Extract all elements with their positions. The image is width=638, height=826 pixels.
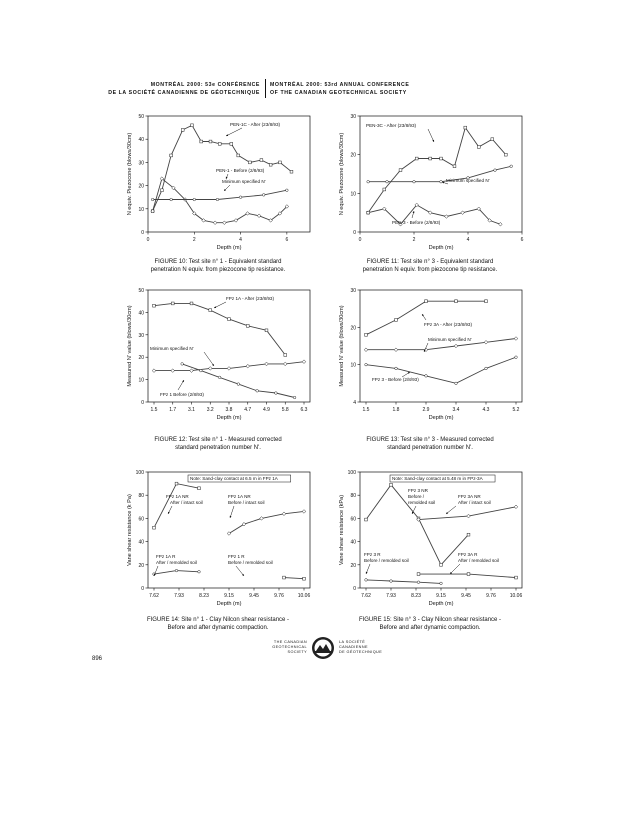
series-line — [153, 190, 287, 199]
x-tick-label: 7.93 — [386, 593, 396, 599]
x-tick-label: 9.45 — [461, 593, 471, 599]
data-point — [198, 487, 201, 490]
data-point — [223, 221, 227, 225]
data-point — [286, 189, 289, 192]
y-tick-label: 20 — [350, 562, 356, 569]
data-point — [383, 188, 386, 191]
data-point — [365, 333, 368, 336]
data-point — [390, 483, 393, 486]
data-point — [390, 580, 393, 583]
header-right — [270, 81, 409, 97]
data-point — [228, 318, 231, 321]
x-tick-label: 4.3 — [482, 407, 490, 413]
y-axis-label: Measured N' value (blows/30cm) — [127, 305, 133, 387]
logo-text-french — [339, 640, 382, 655]
data-point — [191, 124, 194, 127]
x-tick-label: 1.8 — [392, 407, 400, 413]
data-point — [237, 154, 240, 157]
x-tick-label: 4 — [466, 237, 470, 243]
plot-frame — [360, 290, 522, 402]
leader-line — [226, 128, 242, 136]
y-tick-label: 10 — [138, 377, 144, 384]
x-tick-label: 9.15 — [224, 593, 234, 599]
fig14-svg — [118, 468, 318, 610]
header-divider — [265, 79, 266, 98]
x-tick-label: 6 — [285, 237, 289, 243]
y-tick-label: 20 — [350, 152, 356, 159]
data-point — [440, 582, 443, 585]
x-axis-label: Depth (m) — [216, 245, 242, 251]
data-point — [514, 337, 518, 341]
data-point — [200, 369, 203, 372]
figure-15-caption — [330, 616, 530, 632]
y-tick-label: 20 — [138, 183, 144, 190]
annotation-label: Note: Sand-clay contact at 6.5 m in FPz 1A — [190, 476, 278, 481]
header-left — [80, 81, 260, 97]
x-axis-label: Depth (m) — [428, 415, 454, 421]
x-tick-label: 9.76 — [274, 593, 284, 599]
data-point — [284, 354, 287, 357]
series-line — [368, 166, 511, 181]
data-point — [248, 161, 251, 164]
logo-right-line3: DE GÉOTECHNIQUE — [339, 650, 383, 654]
data-point — [239, 196, 242, 199]
data-point — [227, 367, 231, 371]
annotation-label: remolded soil — [408, 500, 436, 505]
fig15-caption-line1: FIGURE 15: Site n° 3 - Clay Nilcon shear resistance - — [358, 617, 502, 623]
data-point — [151, 198, 154, 201]
logo-text-english — [255, 640, 307, 655]
plot-frame — [148, 116, 310, 232]
annotation-label: Minimum specified N' — [150, 346, 194, 351]
x-tick-label: 1.7 — [169, 407, 177, 413]
data-point — [365, 518, 368, 521]
data-point — [265, 329, 268, 332]
data-point — [454, 344, 458, 348]
x-tick-label: 9.15 — [436, 593, 446, 599]
series-line — [368, 128, 506, 213]
data-point — [440, 157, 443, 160]
data-point — [293, 396, 296, 399]
header-right-line1: MONTRÉAL 2000: 53rd ANNUAL CONFERENCE — [270, 82, 410, 88]
data-point — [171, 302, 174, 305]
data-point — [515, 576, 518, 579]
data-point — [485, 300, 488, 303]
data-point — [200, 140, 203, 143]
y-tick-label: 10 — [350, 362, 356, 369]
annotation-label: FPz 1 R — [228, 554, 245, 559]
x-tick-label: 5.2 — [512, 407, 520, 413]
series-line — [154, 484, 199, 528]
data-point — [303, 577, 306, 580]
y-tick-label: 30 — [350, 288, 356, 294]
y-tick-label: 100 — [135, 470, 144, 476]
fig11-caption-line1: FIGURE 11: Test site n° 3 - Equivalent standard — [366, 259, 494, 265]
data-point — [395, 367, 398, 370]
y-axis-label: Measured N' value (blows/30cm) — [339, 305, 345, 387]
annotation-label: FPz 1A R — [156, 554, 176, 559]
fig10-caption-line2: penetration N equiv. from piezocone tip resistance. — [150, 267, 286, 273]
data-point — [153, 526, 156, 529]
data-point — [467, 514, 471, 518]
x-tick-label: 10.06 — [509, 593, 523, 599]
figure-11-caption — [330, 258, 530, 274]
data-point — [279, 161, 282, 164]
data-point — [499, 222, 503, 226]
annotation-label: FPz 3 R — [364, 552, 381, 557]
fig15-svg — [330, 468, 530, 610]
fig12-svg — [118, 286, 318, 428]
data-point — [275, 392, 278, 395]
data-point — [484, 340, 488, 344]
figure-12-caption — [118, 436, 318, 452]
data-point — [246, 324, 249, 327]
x-tick-label: 4 — [239, 237, 242, 243]
data-point — [504, 153, 507, 156]
data-point — [514, 505, 518, 509]
series-line — [366, 580, 441, 584]
data-point — [262, 194, 265, 197]
x-tick-label: 7.62 — [361, 593, 371, 599]
series-line — [284, 578, 304, 579]
y-tick-label: 20 — [138, 355, 144, 362]
data-point — [515, 356, 518, 359]
data-point — [152, 369, 156, 373]
data-point — [455, 300, 458, 303]
data-point — [246, 364, 250, 368]
annotation-label: FPz 3A - After (23/8/93) — [424, 322, 473, 327]
data-point — [440, 180, 443, 183]
society-logo — [255, 636, 390, 680]
data-point — [445, 215, 449, 219]
data-point — [467, 573, 470, 576]
header-left-line2: DE LA SOCIÉTÉ CANADIENNE DE GÉOTECHNIQUE — [108, 90, 260, 96]
x-tick-label: 3.1 — [188, 407, 195, 413]
fig11-svg — [330, 112, 530, 254]
y-tick-label: 80 — [350, 493, 356, 500]
x-tick-label: 3.4 — [452, 407, 460, 413]
data-point — [216, 198, 219, 201]
annotation-label: Minimum specified N' — [222, 179, 266, 184]
annotation-label: FPz 3A NR — [458, 494, 481, 499]
annotation-label: PEN-1C - After (23/8/93) — [230, 122, 281, 127]
figure-10-caption — [118, 258, 318, 274]
annotation-label: PEN-3C - After (23/8/93) — [366, 123, 417, 128]
data-point — [283, 362, 287, 366]
data-point — [193, 198, 196, 201]
data-point — [257, 214, 261, 218]
annotation-label: Before / intact soil — [228, 500, 265, 505]
figure-14-chart — [118, 468, 318, 610]
fig14-caption-line1: FIGURE 14: Site n° 1 - Clay Nilcon shear resistance - — [146, 617, 290, 623]
data-point — [413, 180, 416, 183]
header-left-line1: MONTRÉAL 2000: 53e CONFÉRENCE — [150, 82, 260, 88]
data-point — [440, 563, 443, 566]
y-tick-label: 20 — [138, 562, 144, 569]
y-tick-label: 60 — [138, 516, 144, 523]
fig15-caption-line2: Before and after dynamic compaction. — [379, 625, 481, 631]
x-tick-label: 6.3 — [300, 407, 308, 413]
x-tick-label: 8.23 — [411, 593, 421, 599]
x-tick-label: 7.93 — [174, 593, 184, 599]
data-point — [386, 180, 389, 183]
data-point — [464, 126, 467, 129]
annotation-label: Note: Sand-clay contact at 5.48 m in FPz-3A — [392, 476, 483, 481]
annotation-label: After / intact soil — [170, 500, 203, 505]
data-point — [170, 198, 173, 201]
data-point — [282, 512, 286, 516]
data-point — [477, 146, 480, 149]
plot-frame — [148, 472, 310, 588]
y-tick-label: 50 — [138, 114, 144, 120]
data-point — [213, 221, 217, 225]
data-point — [302, 360, 306, 364]
leader-line — [204, 352, 214, 366]
y-tick-label: 10 — [138, 206, 144, 213]
x-tick-label: 3.2 — [206, 407, 214, 413]
y-tick-label: 80 — [138, 493, 144, 500]
data-point — [429, 157, 432, 160]
fig10-svg — [118, 112, 318, 254]
data-point — [467, 533, 470, 536]
x-axis-label: Depth (m) — [216, 601, 242, 607]
fig12-caption-line2: standard penetration number N'. — [175, 445, 261, 451]
page-number: 896 — [92, 656, 103, 662]
y-tick-label: 30 — [138, 332, 144, 339]
logo-right-line1: LA SOCIÉTÉ — [339, 640, 366, 644]
annotation-label: PEN-1 - Before (2/8/93) — [216, 168, 265, 173]
x-axis-label: Depth (m) — [428, 601, 454, 607]
leader-line — [450, 564, 460, 574]
x-tick-label: 1.5 — [150, 407, 158, 413]
x-tick-label: 8.23 — [199, 593, 209, 599]
data-point — [171, 369, 175, 373]
data-point — [394, 348, 398, 352]
logo-emblem-icon — [311, 636, 335, 660]
figure-10-chart — [118, 112, 318, 254]
annotation-label: Minimum specified N' — [428, 337, 472, 342]
y-tick-label: 40 — [138, 539, 144, 546]
series-line — [419, 507, 517, 520]
x-tick-label: 1.5 — [362, 407, 370, 413]
x-tick-label: 2 — [192, 237, 196, 243]
data-point — [365, 579, 368, 582]
logo-left-line3: SOCIETY — [287, 650, 307, 654]
annotation-label: FPz 1A - After (23/8/93) — [226, 296, 275, 301]
y-axis-label: Vane shear resistance (k Pa) — [127, 494, 133, 566]
x-tick-label: 10.06 — [297, 593, 311, 599]
fig13-caption-line1: FIGURE 13: Test site n° 3 - Measured corrected — [366, 437, 494, 443]
x-tick-label: 0 — [146, 237, 150, 243]
data-point — [153, 304, 156, 307]
data-point — [175, 569, 178, 572]
y-axis-label: Vane shear resistance (kPa) — [339, 494, 345, 566]
figure-13-caption — [330, 436, 530, 452]
data-point — [364, 348, 368, 352]
data-point — [491, 138, 494, 141]
annotation-label: FPz 1 Before (2/8/93) — [160, 392, 204, 397]
data-point — [218, 142, 221, 145]
data-point — [365, 363, 368, 366]
annotation-label: After / remolded soil — [458, 558, 499, 563]
data-point — [417, 581, 420, 584]
x-tick-label: 9.45 — [249, 593, 259, 599]
plot-frame — [360, 472, 522, 588]
fig14-caption-line2: Before and after dynamic compaction. — [167, 625, 269, 631]
annotation-label: FPz 1A NR — [228, 494, 251, 499]
leader-line — [428, 129, 434, 142]
data-point — [209, 140, 212, 143]
data-point — [181, 363, 184, 366]
y-axis-label: N equiv. Piezocone (blows/30cm) — [127, 132, 133, 216]
annotation-label: Before / remolded soil — [364, 558, 409, 563]
data-point — [395, 318, 398, 321]
annotation-label: PEN-3 - Before (2/8/93) — [392, 220, 441, 225]
arrowhead-icon — [212, 364, 214, 366]
logo-left-line1: THE CANADIAN — [273, 640, 307, 644]
x-tick-label: 0 — [358, 237, 362, 243]
annotation-label: Before / — [408, 494, 425, 499]
data-point — [494, 169, 497, 172]
data-point — [209, 309, 212, 312]
x-tick-label: 5.8 — [281, 407, 289, 413]
series-line — [229, 511, 304, 533]
x-tick-label: 9.76 — [486, 593, 496, 599]
data-point — [290, 170, 293, 173]
annotation-label: After / remolded soil — [156, 560, 197, 565]
annotation-label: FPz 3 - Before (2/8/93) — [372, 377, 419, 382]
y-axis-label: N equiv. Piezocone (blows/30cm) — [339, 132, 345, 216]
figure-12-chart — [118, 286, 318, 428]
header-right-line2: OF THE CANADIAN GEOTECHNICAL SOCIETY — [270, 90, 407, 96]
figure-13-chart — [330, 286, 530, 428]
x-tick-label: 4.7 — [244, 407, 252, 413]
data-point — [260, 517, 264, 521]
data-point — [485, 367, 488, 370]
arrowhead-icon — [442, 182, 444, 184]
y-tick-label: 0 — [141, 230, 144, 236]
data-point — [425, 300, 428, 303]
y-tick-label: 0 — [141, 586, 144, 592]
x-axis-label: Depth (m) — [428, 245, 454, 251]
y-tick-label: 0 — [353, 230, 356, 236]
data-point — [455, 382, 458, 385]
data-point — [190, 369, 194, 373]
figure-15-chart — [330, 468, 530, 610]
data-point — [246, 212, 250, 216]
fig12-caption-line1: FIGURE 12: Test site n° 1 - Measured corrected — [154, 437, 282, 443]
y-tick-label: 40 — [138, 310, 144, 317]
annotation-label: Before / remolded soil — [228, 560, 273, 565]
data-point — [417, 573, 420, 576]
y-tick-label: 0 — [141, 400, 144, 406]
data-point — [367, 180, 370, 183]
y-tick-label: 100 — [347, 470, 356, 476]
data-point — [260, 159, 263, 162]
fig10-caption-line1: FIGURE 10: Test site n° 1 - Equivalent standard — [154, 259, 282, 265]
x-tick-label: 4.9 — [263, 407, 270, 413]
logo-left-line2: GEOTECHNICAL — [272, 645, 307, 649]
data-point — [160, 189, 163, 192]
annotation-label: FPz 3A R — [458, 552, 478, 557]
data-point — [510, 165, 513, 168]
data-point — [230, 142, 233, 145]
y-tick-label: 30 — [350, 114, 356, 120]
data-point — [415, 157, 418, 160]
y-tick-label: 60 — [350, 516, 356, 523]
x-tick-label: 6 — [520, 237, 524, 243]
data-point — [265, 362, 269, 366]
data-point — [175, 482, 178, 485]
data-point — [237, 383, 240, 386]
y-tick-label: 50 — [138, 288, 144, 294]
figure-14-caption — [118, 616, 318, 632]
data-point — [269, 163, 272, 166]
data-point — [181, 129, 184, 132]
series-line — [366, 301, 486, 335]
y-tick-label: 10 — [350, 191, 356, 198]
data-point — [453, 165, 456, 168]
data-point — [425, 375, 428, 378]
logo-right-line2: CANADIENNE — [339, 645, 368, 649]
data-point — [256, 390, 259, 393]
data-point — [190, 302, 193, 305]
y-tick-label: 30 — [138, 160, 144, 167]
data-point — [198, 570, 201, 573]
annotation-label: FPz 1A NR — [166, 494, 189, 499]
series-line — [153, 179, 287, 223]
data-point — [461, 211, 465, 215]
leader-line — [214, 302, 226, 308]
data-point — [218, 376, 221, 379]
data-point — [208, 367, 212, 371]
y-tick-label: 0 — [353, 586, 356, 592]
x-tick-label: 2 — [412, 237, 416, 243]
fig13-svg — [330, 286, 530, 428]
y-tick-label: 4 — [353, 400, 356, 406]
x-tick-label: 2.9 — [422, 407, 430, 413]
annotation-label: After / intact soil — [458, 500, 491, 505]
data-point — [283, 576, 286, 579]
x-axis-label: Depth (m) — [216, 415, 242, 421]
data-point — [399, 169, 402, 172]
fig11-caption-line2: penetration N equiv. from piezocone tip resistance. — [362, 267, 498, 273]
figure-11-chart — [330, 112, 530, 254]
annotation-label: FPz 3 NR — [408, 488, 428, 493]
x-tick-label: 3.8 — [225, 407, 233, 413]
data-point — [302, 510, 306, 514]
y-tick-label: 40 — [138, 137, 144, 144]
x-tick-label: 7.62 — [149, 593, 159, 599]
arrowhead-icon — [230, 516, 232, 518]
y-tick-label: 40 — [350, 539, 356, 546]
plot-frame — [360, 116, 522, 232]
data-point — [170, 154, 173, 157]
annotation-label: Minimum specified N' — [446, 178, 490, 183]
y-tick-label: 20 — [350, 325, 356, 332]
fig13-caption-line2: standard penetration number N'. — [387, 445, 473, 451]
data-point — [428, 211, 432, 215]
